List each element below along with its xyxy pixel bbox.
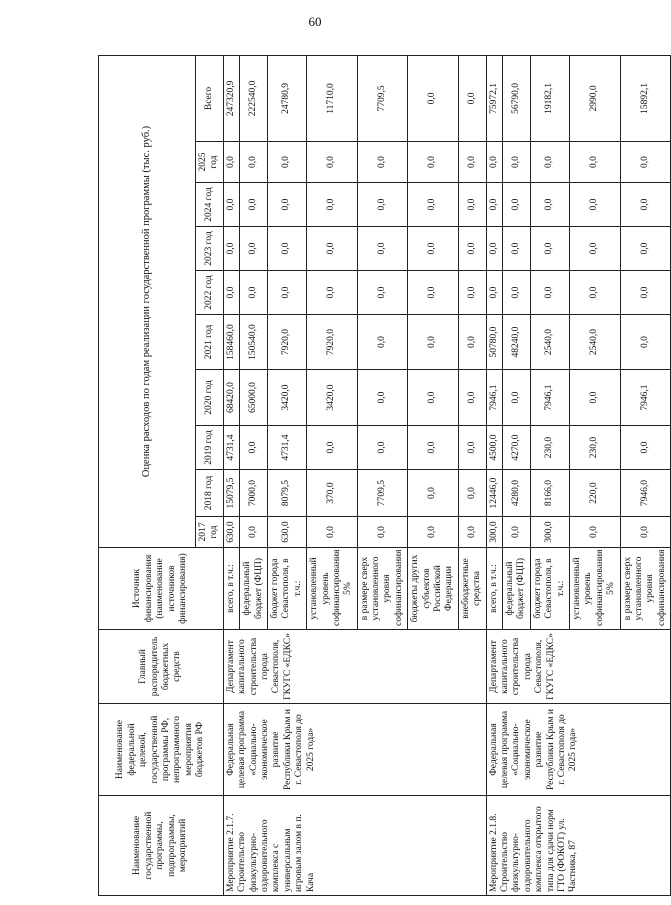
amount-cell: 0,0 bbox=[408, 517, 459, 548]
page-number: 60 bbox=[308, 14, 322, 29]
amount-cell: 300,0 bbox=[530, 517, 569, 548]
amount-cell: 8079,5 bbox=[267, 470, 306, 517]
header-expenses: Оценка расходов по годам реализации государственной программы (тыс. руб.) bbox=[99, 55, 196, 547]
amount-cell: 50780,0 bbox=[486, 315, 502, 370]
header-federal-program: Наименование федеральной целевой, государственной программы РФ, непрограммного мероприятия бюджетов РФ bbox=[99, 704, 224, 796]
amount-cell: 0,0 bbox=[458, 55, 486, 141]
amount-cell: 0,0 bbox=[357, 426, 408, 470]
amount-cell: 0,0 bbox=[240, 271, 268, 315]
amount-cell: 0,0 bbox=[458, 271, 486, 315]
amount-cell: 0,0 bbox=[502, 271, 530, 315]
table-row bbox=[486, 55, 502, 895]
funding-source: установленный уровень софинансирования 5% bbox=[569, 548, 620, 630]
amount-cell: 0,0 bbox=[408, 227, 459, 271]
year-header: 2024 год bbox=[196, 183, 224, 227]
amount-cell: 0,0 bbox=[357, 142, 408, 183]
amount-cell: 0,0 bbox=[240, 183, 268, 227]
amount-cell: 0,0 bbox=[458, 142, 486, 183]
header-program-name: Наименование государственной программы, подпрограммы, мероприятий bbox=[99, 796, 224, 896]
amount-cell: 0,0 bbox=[620, 315, 671, 370]
amount-cell: 0,0 bbox=[502, 370, 530, 426]
year-header: 2020 год bbox=[196, 370, 224, 426]
measure-name: Мероприятие 2.1.8. Строительство физкультурно-оздоровительного комплекса открытого типа для сдачи норм ГТО (ФОКОТ) ул. Частника, 87 bbox=[486, 796, 670, 896]
amount-cell: 7920,0 bbox=[307, 315, 358, 370]
amount-cell: 0,0 bbox=[307, 183, 358, 227]
amount-cell: 48240,0 bbox=[502, 315, 530, 370]
funding-source: установленный уровень софинансирования 5% bbox=[307, 548, 358, 630]
year-header: 2022 год bbox=[196, 271, 224, 315]
year-header: 2021 год bbox=[196, 315, 224, 370]
amount-cell: 300,0 bbox=[486, 517, 502, 548]
amount-cell: 0,0 bbox=[223, 227, 239, 271]
amount-cell: 0,0 bbox=[357, 315, 408, 370]
amount-cell: 0,0 bbox=[486, 227, 502, 271]
amount-cell: 0,0 bbox=[569, 370, 620, 426]
amount-cell: 0,0 bbox=[240, 142, 268, 183]
amount-cell: 222540,0 bbox=[240, 55, 268, 141]
funding-source: всего, в т.ч.: bbox=[486, 548, 502, 630]
funding-source: всего, в т.ч.: bbox=[223, 548, 239, 630]
amount-cell: 0,0 bbox=[486, 271, 502, 315]
amount-cell: 0,0 bbox=[502, 227, 530, 271]
amount-cell: 247320,9 bbox=[223, 55, 239, 141]
amount-cell: 0,0 bbox=[267, 271, 306, 315]
amount-cell: 0,0 bbox=[408, 142, 459, 183]
amount-cell: 0,0 bbox=[408, 315, 459, 370]
amount-cell: 0,0 bbox=[486, 142, 502, 183]
amount-cell: 19182,1 bbox=[530, 55, 569, 141]
amount-cell: 0,0 bbox=[223, 271, 239, 315]
amount-cell: 0,0 bbox=[307, 227, 358, 271]
amount-cell: 68420,0 bbox=[223, 370, 239, 426]
amount-cell: 75972,1 bbox=[486, 55, 502, 141]
amount-cell: 0,0 bbox=[620, 517, 671, 548]
amount-cell: 0,0 bbox=[530, 183, 569, 227]
amount-cell: 0,0 bbox=[357, 227, 408, 271]
table-row bbox=[223, 55, 239, 895]
admin-name: Департамент капитального строительства города Севастополя, ГКУГС «ЕДКС» bbox=[223, 630, 486, 704]
amount-cell: 4280,0 bbox=[502, 470, 530, 517]
amount-cell: 0,0 bbox=[307, 517, 358, 548]
amount-cell: 0,0 bbox=[240, 426, 268, 470]
amount-cell: 0,0 bbox=[458, 470, 486, 517]
header-admin: Главный распорядитель бюджетных средств bbox=[99, 630, 224, 704]
amount-cell: 0,0 bbox=[530, 142, 569, 183]
amount-cell: 0,0 bbox=[267, 142, 306, 183]
amount-cell: 0,0 bbox=[569, 227, 620, 271]
amount-cell: 0,0 bbox=[357, 370, 408, 426]
amount-cell: 0,0 bbox=[408, 470, 459, 517]
admin-name: Департамент капитального строительства города Севастополя, ГКУГС «ЕДКС» bbox=[486, 630, 670, 704]
amount-cell: 0,0 bbox=[408, 183, 459, 227]
federal-program-name: Федеральная целевая программа «Социально-экономическое развитие Республики Крым и г. Севастополя до 2025 года» bbox=[486, 704, 670, 796]
amount-cell: 0,0 bbox=[357, 183, 408, 227]
amount-cell: 0,0 bbox=[458, 227, 486, 271]
amount-cell: 0,0 bbox=[569, 517, 620, 548]
amount-cell: 0,0 bbox=[240, 517, 268, 548]
amount-cell: 15892,1 bbox=[620, 55, 671, 141]
rotated-table-container bbox=[98, 56, 667, 896]
amount-cell: 7946,0 bbox=[620, 470, 671, 517]
amount-cell: 0,0 bbox=[458, 426, 486, 470]
amount-cell: 0,0 bbox=[502, 183, 530, 227]
amount-cell: 0,0 bbox=[486, 183, 502, 227]
amount-cell: 0,0 bbox=[307, 142, 358, 183]
amount-cell: 7709,5 bbox=[357, 55, 408, 141]
amount-cell: 0,0 bbox=[620, 227, 671, 271]
amount-cell: 230,0 bbox=[530, 426, 569, 470]
amount-cell: 0,0 bbox=[458, 517, 486, 548]
funding-source: внебюджетные средства bbox=[458, 548, 486, 630]
amount-cell: 3420,0 bbox=[307, 370, 358, 426]
amount-cell: 2990,0 bbox=[569, 55, 620, 141]
table-body bbox=[223, 55, 670, 895]
amount-cell: 7920,0 bbox=[267, 315, 306, 370]
amount-cell: 0,0 bbox=[569, 183, 620, 227]
amount-cell: 158460,0 bbox=[223, 315, 239, 370]
amount-cell: 11710,0 bbox=[307, 55, 358, 141]
amount-cell: 0,0 bbox=[620, 183, 671, 227]
amount-cell: 65000,0 bbox=[240, 370, 268, 426]
year-header: 2017 год bbox=[196, 517, 224, 548]
amount-cell: 0,0 bbox=[569, 142, 620, 183]
amount-cell: 0,0 bbox=[620, 271, 671, 315]
amount-cell: 0,0 bbox=[458, 183, 486, 227]
amount-cell: 15079,5 bbox=[223, 470, 239, 517]
year-header: 2023 год bbox=[196, 227, 224, 271]
amount-cell: 630,0 bbox=[267, 517, 306, 548]
year-header: 2025 год bbox=[196, 142, 224, 183]
amount-cell: 4731,4 bbox=[223, 426, 239, 470]
amount-cell: 56790,0 bbox=[502, 55, 530, 141]
amount-cell: 0,0 bbox=[530, 227, 569, 271]
amount-cell: 0,0 bbox=[307, 271, 358, 315]
funding-source: федеральный бюджет (ФЦП) bbox=[240, 548, 268, 630]
year-header: 2018 год bbox=[196, 470, 224, 517]
amount-cell: 0,0 bbox=[502, 517, 530, 548]
amount-cell: 370,0 bbox=[307, 470, 358, 517]
amount-cell: 230,0 bbox=[569, 426, 620, 470]
amount-cell: 0,0 bbox=[357, 517, 408, 548]
year-header: 2019 год bbox=[196, 426, 224, 470]
header-source: Источник финансирования (наименование источников финансирования) bbox=[99, 548, 224, 630]
amount-cell: 0,0 bbox=[408, 426, 459, 470]
funding-source: бюджеты других субъектов Российской Федерации bbox=[408, 548, 459, 630]
amount-cell: 0,0 bbox=[530, 271, 569, 315]
amount-cell: 0,0 bbox=[223, 142, 239, 183]
funding-source: в размере сверх установленного уровня софинансирования bbox=[357, 548, 408, 630]
funding-source: бюджет города Севастополя, в т.ч.: bbox=[530, 548, 569, 630]
federal-program-name: Федеральная целевая программа «Социально-экономическое развитие Республики Крым и г. Севастополя до 2025 года» bbox=[223, 704, 486, 796]
amount-cell: 0,0 bbox=[620, 142, 671, 183]
amount-cell: 0,0 bbox=[408, 370, 459, 426]
year-header: Всего bbox=[196, 55, 224, 141]
amount-cell: 4500,0 bbox=[486, 426, 502, 470]
amount-cell: 4731,4 bbox=[267, 426, 306, 470]
amount-cell: 7946,1 bbox=[530, 370, 569, 426]
amount-cell: 2540,0 bbox=[530, 315, 569, 370]
amount-cell: 7946,1 bbox=[620, 370, 671, 426]
amount-cell: 7709,5 bbox=[357, 470, 408, 517]
funding-source: бюджет города Севастополя, в т.ч.: bbox=[267, 548, 306, 630]
funding-source: в размере сверх установленного уровня софинансирования bbox=[620, 548, 671, 630]
amount-cell: 0,0 bbox=[620, 426, 671, 470]
amount-cell: 0,0 bbox=[357, 271, 408, 315]
amount-cell: 150540,0 bbox=[240, 315, 268, 370]
measure-name: Мероприятие 2.1.7. Строительство физкультурно-оздоровительного комплекса с универсальным игровым залом в п. Кача bbox=[223, 796, 486, 896]
amount-cell: 2540,0 bbox=[569, 315, 620, 370]
amount-cell: 0,0 bbox=[458, 370, 486, 426]
funding-source: федеральный бюджет (ФЦП) bbox=[502, 548, 530, 630]
amount-cell: 0,0 bbox=[408, 271, 459, 315]
amount-cell: 630,0 bbox=[223, 517, 239, 548]
amount-cell: 0,0 bbox=[267, 183, 306, 227]
amount-cell: 7946,1 bbox=[486, 370, 502, 426]
amount-cell: 12446,0 bbox=[486, 470, 502, 517]
amount-cell: 220,0 bbox=[569, 470, 620, 517]
amount-cell: 0,0 bbox=[458, 315, 486, 370]
amount-cell: 24780,9 bbox=[267, 55, 306, 141]
expenses-table bbox=[98, 55, 671, 896]
amount-cell: 3420,0 bbox=[267, 370, 306, 426]
amount-cell: 0,0 bbox=[569, 271, 620, 315]
amount-cell: 7000,0 bbox=[240, 470, 268, 517]
amount-cell: 0,0 bbox=[408, 55, 459, 141]
amount-cell: 0,0 bbox=[223, 183, 239, 227]
amount-cell: 4270,0 bbox=[502, 426, 530, 470]
amount-cell: 0,0 bbox=[307, 426, 358, 470]
amount-cell: 0,0 bbox=[502, 142, 530, 183]
amount-cell: 0,0 bbox=[267, 227, 306, 271]
amount-cell: 0,0 bbox=[240, 227, 268, 271]
amount-cell: 8166,0 bbox=[530, 470, 569, 517]
